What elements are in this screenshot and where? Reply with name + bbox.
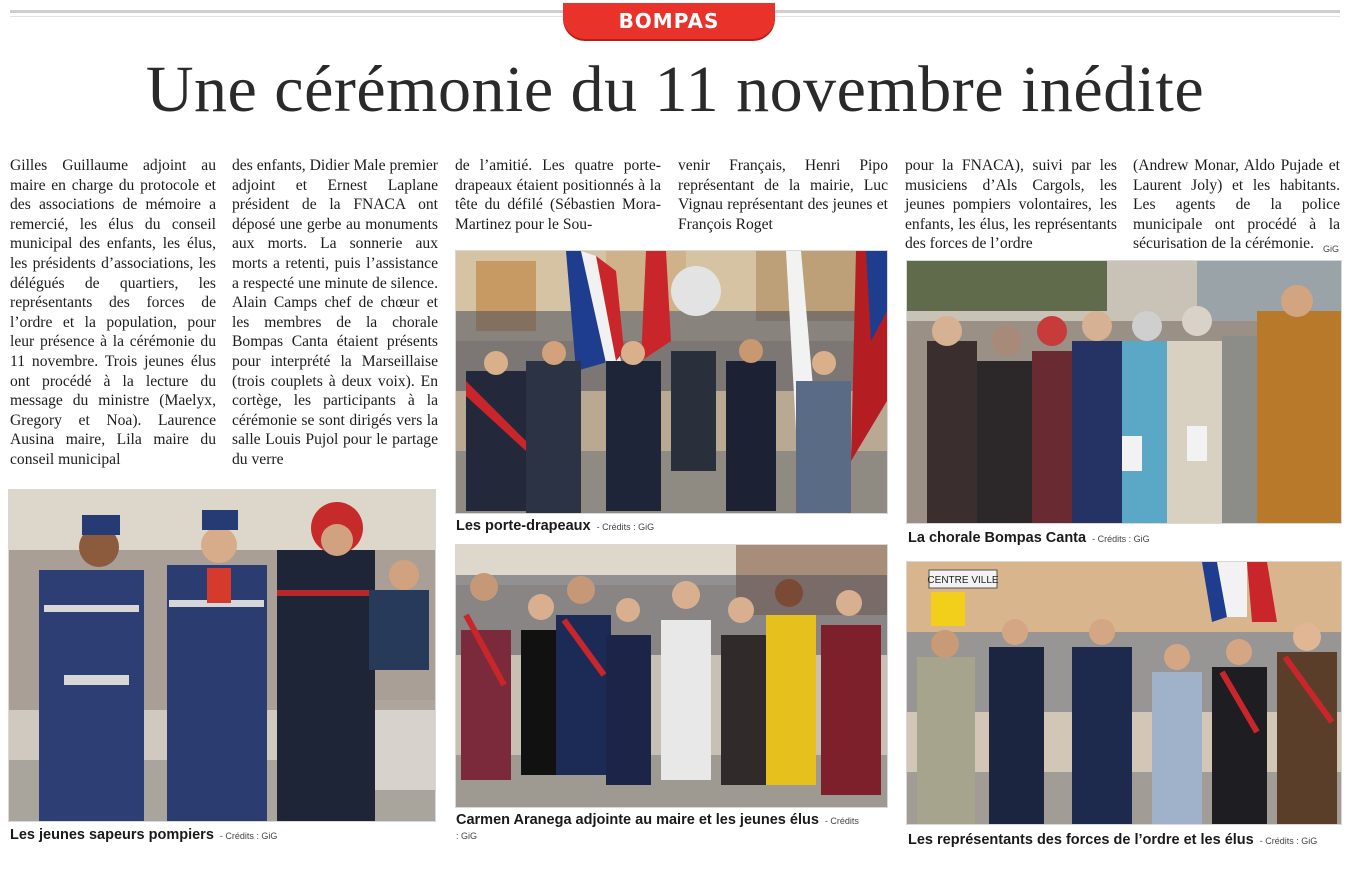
photo-credit-mark: GiG — [1323, 244, 1340, 254]
sign-centre-ville: CENTRE VILLE — [927, 575, 999, 586]
photo-chorale — [906, 260, 1342, 524]
article-column-1: Gilles Guillaume adjoint au maire en charge du protocole et des associations de mémoire a remercié, les élus du conseil municipal des enfants, les élus, les présidents d’associations, les délégués de quartiers, les représentants des forces de l’ordre et la population, pour leur présence à la cérémonie du 11 novembre. Trois jeunes élus ont procédé à la lecture du message du ministre (Maelyx, Gregory et Noa). Laurence Ausina maire, Lila maire du conseil municipal — [10, 157, 216, 468]
page-title: Une cérémonie du 11 novembre inédite — [145, 53, 1205, 126]
caption-credit: - Crédits : GiG — [596, 522, 655, 532]
photo-sapeurs-pompiers — [8, 489, 436, 822]
caption-porte-drapeaux — [456, 518, 654, 534]
caption-credit: - Crédits : GiG — [219, 831, 278, 841]
caption-forces-ordre — [908, 832, 1317, 848]
article-column-4: venir Français, Henri Pipo représentant de la mairie, Luc Vignau représentant des jeunes et François Roget — [678, 157, 888, 233]
caption-sapeurs-pompiers — [10, 827, 277, 843]
section-ribbon: BOMPAS — [563, 3, 775, 39]
article-column-5: pour la FNACA), suivi par les musiciens d’Als Cargols, les jeunes pompiers volontaires, les enfants, les élus, les représentants des forces de l’ordre — [905, 157, 1117, 253]
caption-jeunes-elus — [456, 812, 859, 828]
article-column-3: de l’amitié. Les quatre porte-drapeaux étaient positionnés à la tête du défilé (Sébastien Mora-Martinez pour le Sou- — [455, 157, 661, 233]
caption-credit: - Crédits : GiG — [1092, 534, 1150, 544]
photo-porte-drapeaux — [455, 250, 888, 514]
caption-chorale — [908, 530, 1150, 546]
article-column-2: des enfants, Didier Male premier adjoint et Ernest Laplane président de la FNACA ont déposé une gerbe au monuments aux morts. La sonnerie aux morts a retenti, puis l’assistance a respecté une minute de silence. Alain Camps chef de chœur et les membres de la chorale Bompas Canta étaient présents pour interprété la Marseillaise (trois couplets à deux voix). En cortège, les participants à la cérémonie se sont dirigés vers la salle Louis Pujol pour le partage du verre — [232, 157, 438, 468]
caption-credit: - Crédits — [824, 816, 859, 826]
article-column-6: (Andrew Monar, Aldo Pujade et Laurent Joly) et les habitants. Les agents de la police municipale ont procédé à la sécurisation de la cérémonie. — [1133, 157, 1340, 253]
photo-forces-ordre — [906, 561, 1342, 825]
caption-text: Les jeunes sapeurs pompiers — [10, 827, 214, 843]
caption-text: Carmen Aranega adjointe au maire et les jeunes élus — [456, 812, 819, 828]
caption-credit-continued: : GiG — [456, 831, 478, 841]
photo-jeunes-elus — [455, 544, 888, 808]
caption-text: Les représentants des forces de l’ordre et les élus — [908, 832, 1254, 848]
caption-credit: - Crédits : GiG — [1259, 836, 1318, 846]
caption-text: La chorale Bompas Canta — [908, 530, 1087, 546]
caption-text: Les porte-drapeaux — [456, 518, 591, 534]
